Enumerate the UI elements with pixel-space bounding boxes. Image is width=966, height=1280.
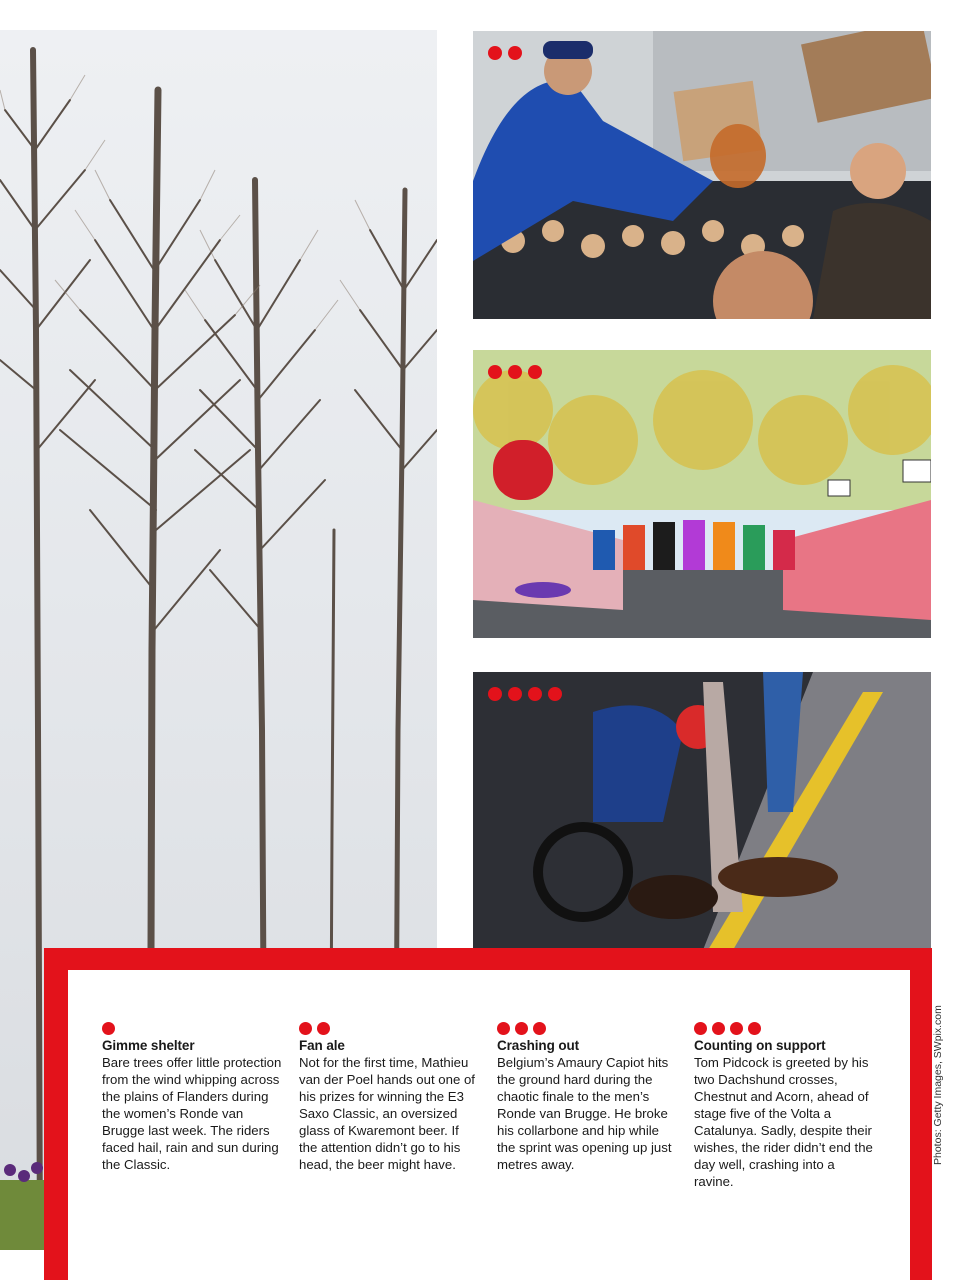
caption-crashing-out (497, 1022, 677, 1173)
caption-gimme-shelter (102, 1022, 282, 1173)
marker-dot (515, 1022, 528, 1035)
caption-marker (299, 1022, 479, 1035)
rider-with-dogs-photo (473, 672, 931, 950)
marker-dot (299, 1022, 312, 1035)
beer-handover-photo (473, 31, 931, 319)
marker-dot (528, 687, 542, 701)
marker-dot (508, 46, 522, 60)
caption-marker (694, 1022, 874, 1035)
marker-dot (317, 1022, 330, 1035)
caption-body: Belgium’s Amaury Capiot hits the ground hard during the chaotic finale to the men’s Ronde van Brugge. He broke his collarbone and hip while the sprint was opening up just metres away. (497, 1055, 672, 1172)
marker-dot (488, 365, 502, 379)
caption-marker (102, 1022, 282, 1035)
caption-panel-inner (68, 970, 910, 1280)
marker-dot (497, 1022, 510, 1035)
marker-dot (102, 1022, 115, 1035)
marker-dot (488, 687, 502, 701)
marker-dot (528, 365, 542, 379)
caption-marker (497, 1022, 677, 1035)
beer-handover-illustration (473, 31, 931, 319)
caption-fan-ale (299, 1022, 479, 1173)
caption-title: Fan ale (299, 1038, 345, 1053)
marker-dot (730, 1022, 743, 1035)
sprint-crash-photo (473, 350, 931, 638)
caption-title: Counting on support (694, 1038, 826, 1053)
caption-title: Gimme shelter (102, 1038, 195, 1053)
marker-dot (548, 687, 562, 701)
rider-with-dogs-illustration (473, 672, 931, 950)
caption-counting-on-support (694, 1022, 874, 1190)
marker-dot (508, 365, 522, 379)
marker-dot (488, 46, 502, 60)
marker-dot (712, 1022, 725, 1035)
caption-body: Not for the first time, Mathieu van der Poel hands out one of his prizes for winning the E3 Saxo Classic, an oversized glass of Kwaremont beer. If the attention didn’t go to his head, the beer might have. (299, 1055, 475, 1172)
marker-dot (694, 1022, 707, 1035)
caption-panel (44, 948, 932, 1280)
marker-dot (748, 1022, 761, 1035)
sprint-crash-illustration (473, 350, 931, 638)
caption-body: Bare trees offer little protection from the wind whipping across the plains of Flanders during the women’s Ronde van Brugge last week. The riders faced hail, rain and sun during the Classic. (102, 1055, 282, 1172)
photo-marker (488, 46, 522, 60)
marker-dot (533, 1022, 546, 1035)
marker-dot (508, 687, 522, 701)
photo-marker (488, 365, 542, 379)
caption-title: Crashing out (497, 1038, 580, 1053)
caption-body: Tom Pidcock is greeted by his two Dachshund crosses, Chestnut and Acorn, ahead of stage five of the Volta a Catalunya. Sadly, despite their wishes, the rider didn’t end the day well, crashing into a ravine. (694, 1055, 873, 1189)
photo-marker (488, 687, 562, 701)
photo-credit: Photos: Getty Images, SWpix.com (932, 1005, 944, 1165)
